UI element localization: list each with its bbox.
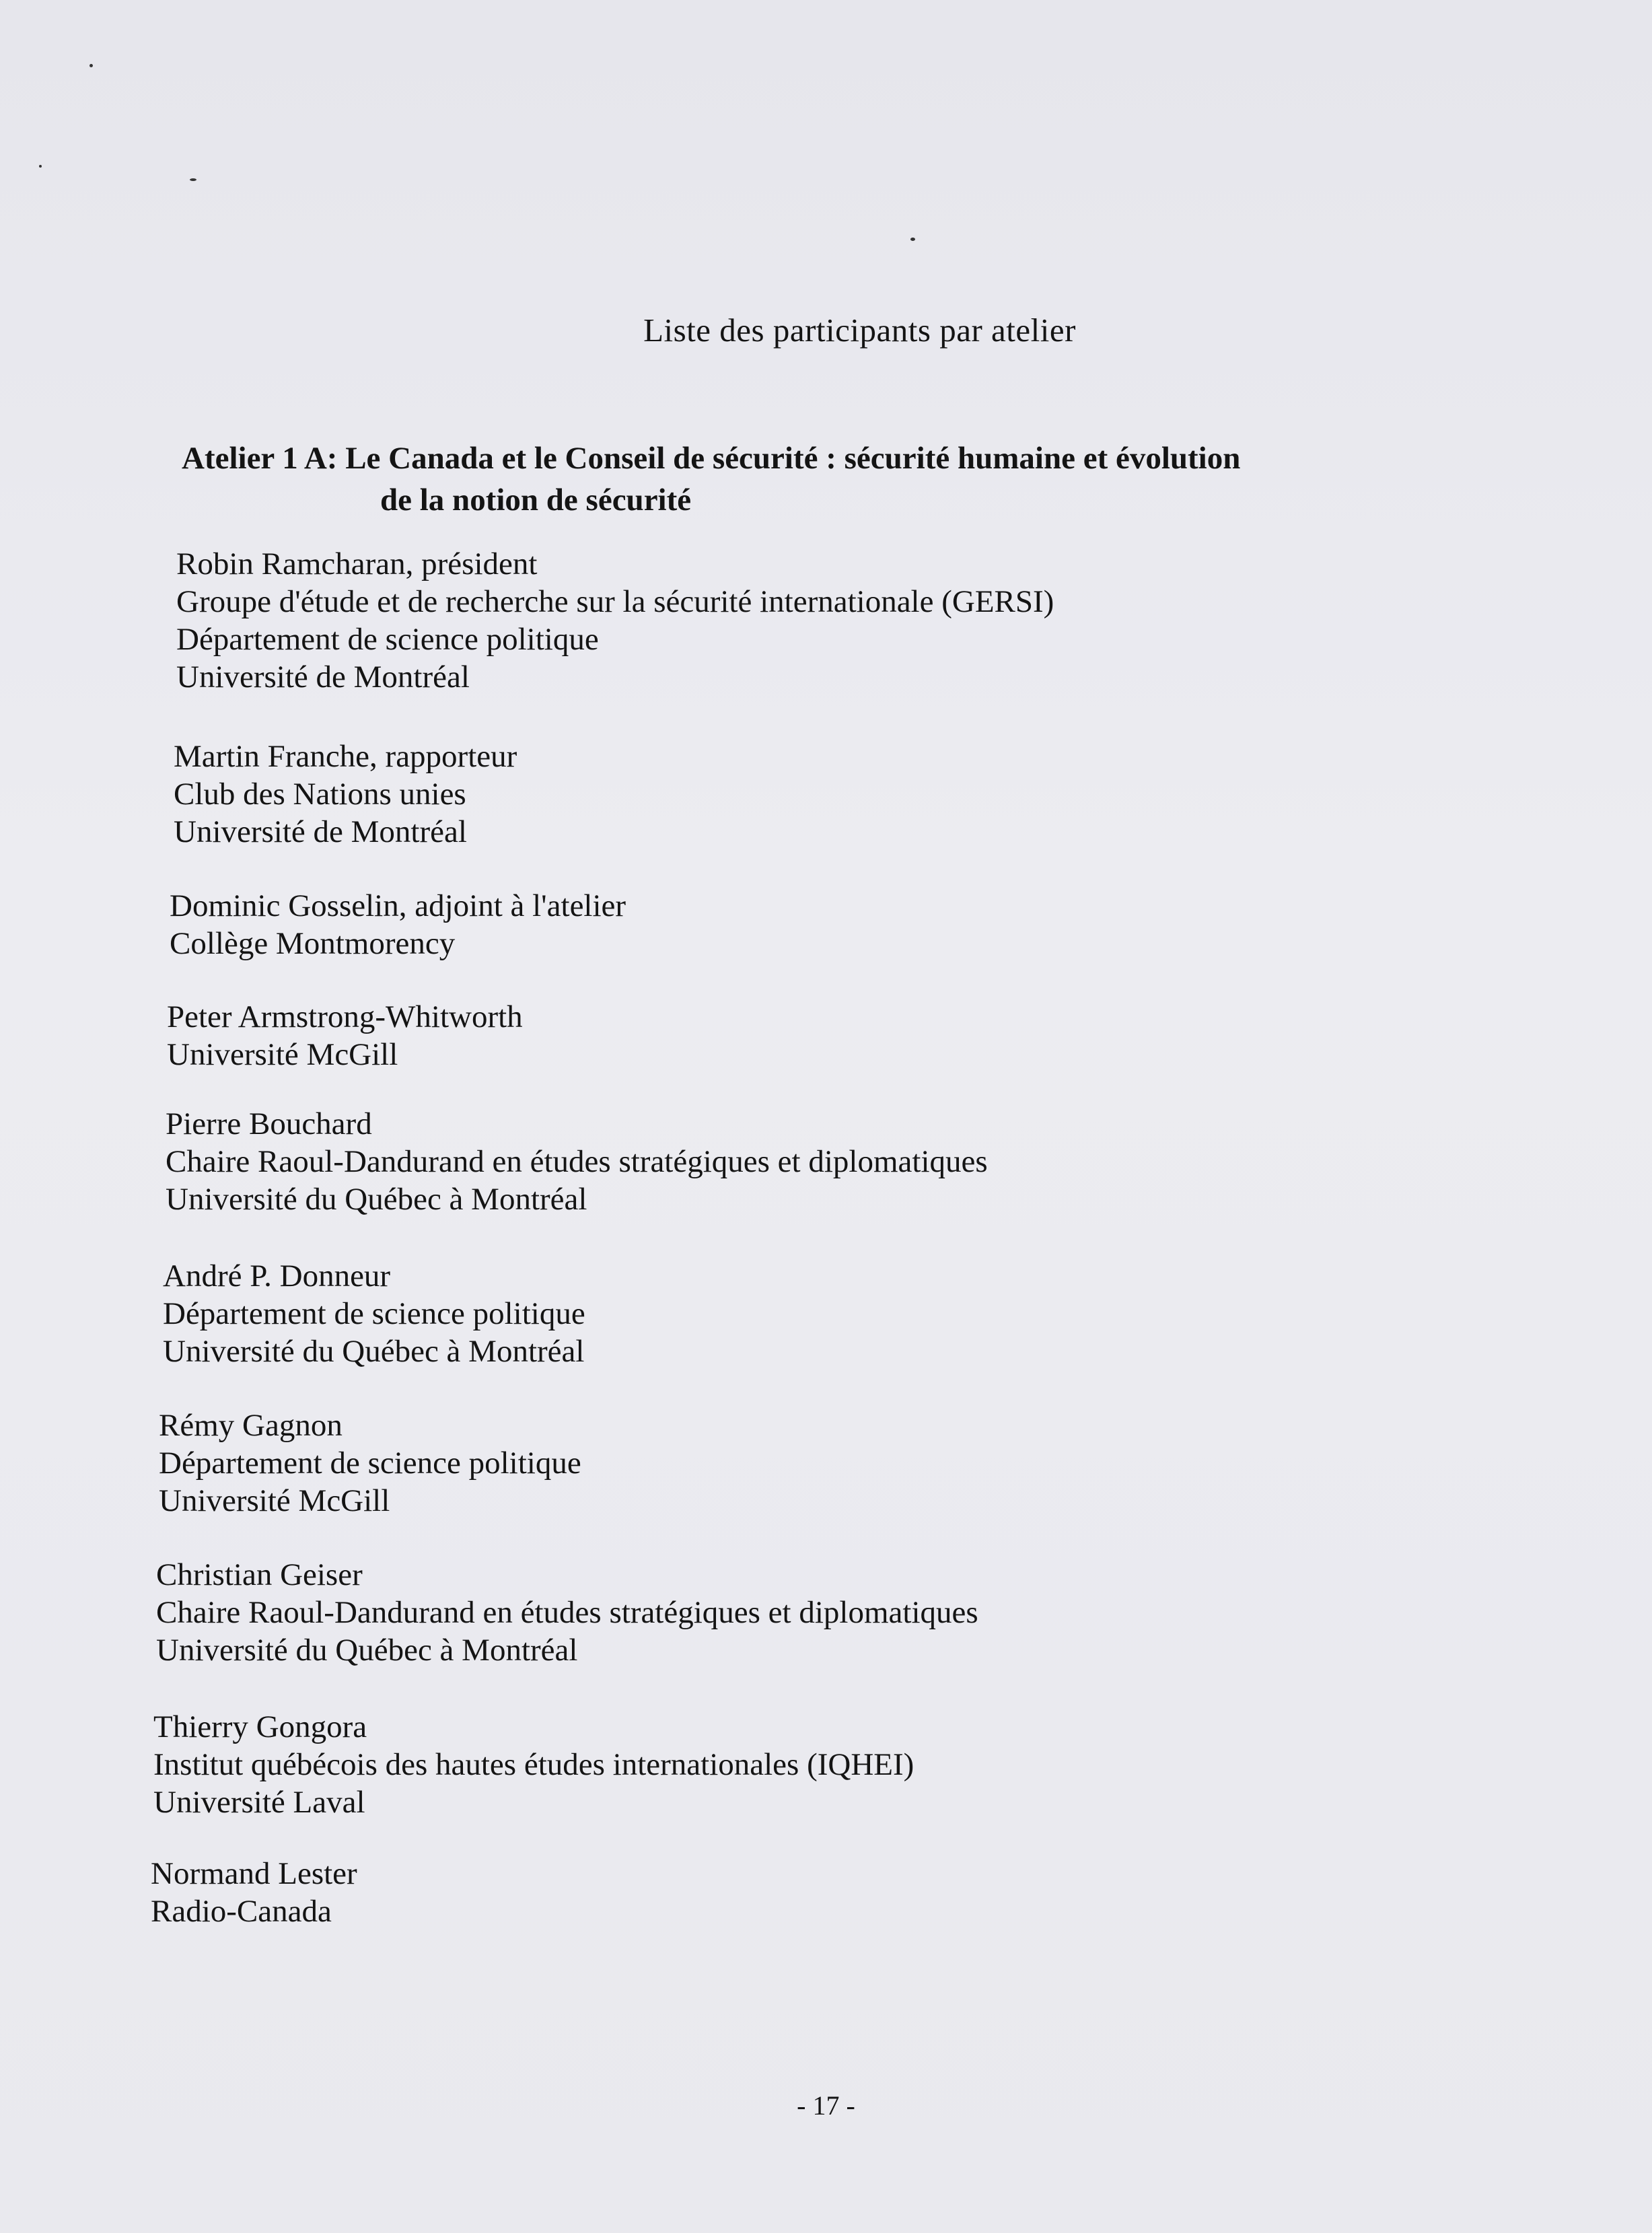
participant-affiliation: Département de science politique [159, 1446, 581, 1481]
participant-affiliation: Département de science politique [176, 622, 599, 657]
participant-entry [163, 1257, 585, 1370]
participant-name: Christian Geiser [156, 1557, 363, 1592]
participant-affiliation: Radio-Canada [151, 1894, 332, 1929]
participant-affiliation: Université du Québec à Montréal [156, 1633, 578, 1668]
participant-name: Rémy Gagnon [159, 1408, 343, 1443]
participant-affiliation: Collège Montmorency [170, 926, 456, 961]
participant-name: Martin Franche, rapporteur [174, 739, 517, 774]
participant-affiliation: Institut québécois des hautes études internationales (IQHEI) [153, 1747, 914, 1782]
participant-entry [159, 1407, 581, 1520]
participant-name: Normand Lester [151, 1856, 357, 1891]
speck [190, 178, 196, 181]
participant-entry [176, 545, 1054, 696]
participant-affiliation: Université du Québec à Montréal [163, 1334, 585, 1369]
participant-entry [151, 1855, 357, 1930]
participant-affiliation: Université de Montréal [174, 814, 467, 849]
participant-affiliation: Club des Nations unies [174, 777, 466, 812]
participant-entry [156, 1556, 978, 1669]
participant-name: André P. Donneur [163, 1259, 391, 1293]
page-number: - 17 - [797, 2090, 855, 2121]
participant-affiliation: Université McGill [159, 1483, 390, 1518]
participant-affiliation: Université du Québec à Montréal [166, 1182, 587, 1217]
participant-name: Robin Ramcharan, président [176, 546, 538, 581]
participant-affiliation: Département de science politique [163, 1296, 585, 1331]
participant-name: Thierry Gongora [153, 1709, 367, 1744]
participant-name: Pierre Bouchard [166, 1106, 372, 1141]
participant-entry [170, 887, 626, 962]
participant-affiliation: Université Laval [153, 1785, 365, 1820]
participant-entry [167, 998, 523, 1073]
workshop-heading-line2: de la notion de sécurité [380, 483, 692, 518]
participant-affiliation: Université de Montréal [176, 660, 470, 695]
participant-affiliation: Chaire Raoul-Dandurand en études stratégiques et diplomatiques [166, 1144, 988, 1179]
speck [89, 64, 93, 67]
participant-entry [153, 1708, 914, 1821]
participant-name: Dominic Gosselin, adjoint à l'atelier [170, 888, 626, 923]
speck [910, 238, 915, 241]
speck [39, 165, 42, 168]
participant-affiliation: Chaire Raoul-Dandurand en études stratégiques et diplomatiques [156, 1595, 978, 1630]
participant-affiliation: Université McGill [167, 1037, 398, 1072]
participant-entry [174, 738, 517, 851]
participant-name: Peter Armstrong-Whitworth [167, 999, 523, 1034]
participant-affiliation: Groupe d'étude et de recherche sur la sécurité internationale (GERSI) [176, 584, 1054, 619]
workshop-heading [182, 437, 1474, 521]
participant-entry [166, 1105, 988, 1218]
workshop-heading-line1: Atelier 1 A: Le Canada et le Conseil de sécurité : sécurité humaine et évolution [182, 441, 1241, 476]
page-title: Liste des participants par atelier [643, 312, 1076, 349]
